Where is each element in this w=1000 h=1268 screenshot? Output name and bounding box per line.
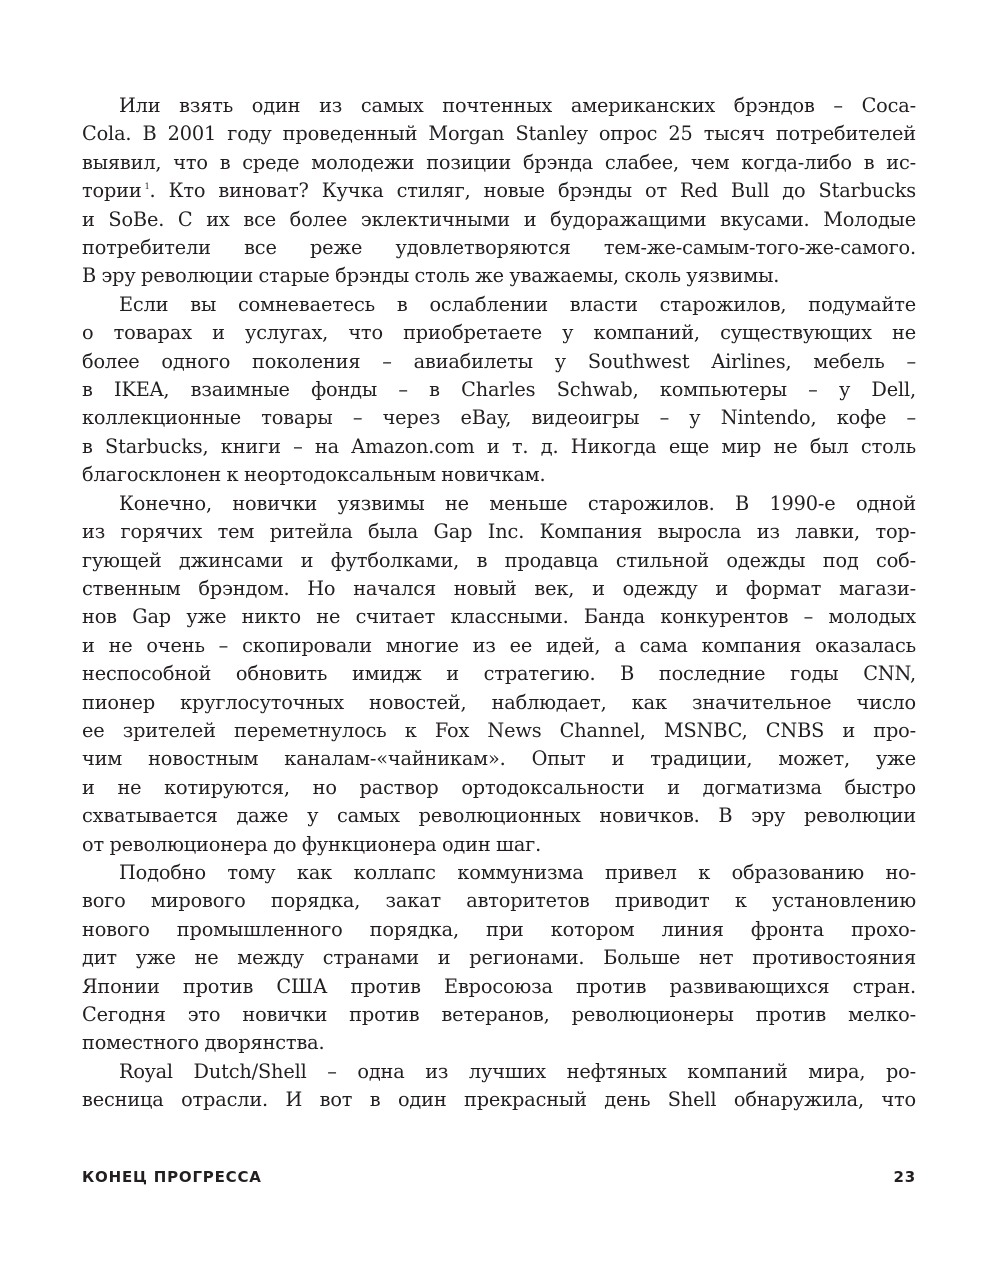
text-line: ее зрителей переметнулось к Fox News Channel, MSNBC, CNBS и про-	[82, 718, 916, 742]
text-fragment: тории	[82, 179, 142, 203]
paragraph-newcomers	[82, 490, 916, 859]
text-line: коллекционные товары – через eBay, видеоигры – у Nintendo, кофе –	[82, 406, 916, 430]
text-line-with-footnote	[82, 177, 916, 205]
text-line: более одного поколения – авиабилеты у Southwest Airlines, мебель –	[82, 349, 916, 373]
page-footer	[82, 1168, 916, 1192]
text-line: и SoBe. С их все более эклектичными и будоражащими вкусами. Молодые	[82, 207, 916, 231]
text-line: и не очень – скопировали многие из ее идей, а сама компания оказалась	[82, 633, 916, 657]
text-line: Сегодня это новички против ветеранов, революционеры против мелко-	[82, 1003, 916, 1026]
text-line: благосклонен к неортодоксальным новичкам.	[82, 463, 546, 487]
text-fragment: . Кто виноват? Кучка стиляг, новые брэнды от Red Bull до Starbucks	[149, 179, 916, 203]
text-line: потребители все реже удовлетворяются тем-же-самым-того-же-самого.	[82, 236, 916, 260]
text-line: Конечно, новички уязвимы не меньше старожилов. В 1990-е одной	[119, 491, 916, 515]
book-page-body	[82, 92, 916, 1115]
text-line: Cola. В 2001 году проведенный Morgan Stanley опрос 25 тысяч потребителей	[82, 122, 916, 146]
text-line: В эру революции старые брэнды столь же уважаемы, сколь уязвимы.	[82, 264, 780, 288]
text-line: гующей джинсами и футболками, в продавца стильной одежды под соб-	[82, 548, 916, 572]
text-line: Или взять один из самых почтенных американских брэндов – Coca-	[119, 94, 916, 117]
text-line: ственным брэндом. Но начался новый век, и одежду и формат магази-	[82, 576, 916, 600]
text-line: Японии против США против Евросоюза против развивающихся стран.	[82, 974, 916, 998]
text-line: вого мирового порядка, закат авторитетов приводит к установлению	[82, 889, 916, 913]
text-line: Подобно тому как коллапс коммунизма привел к образованию но-	[119, 860, 916, 884]
text-line: в Starbucks, книги – на Amazon.com и т. д. Никогда еще мир не был столь	[82, 434, 916, 458]
paragraph-shell	[82, 1058, 916, 1115]
paragraph-coca-cola	[82, 92, 916, 291]
text-line: нов Gap уже никто не считает классными. Банда конкурентов – молодых	[82, 605, 916, 629]
text-line: и не котируются, но раствор ортодоксальности и догматизма быстро	[82, 775, 916, 799]
footnote-marker: 1	[144, 182, 150, 192]
text-line: в IKEA, взаимные фонды – в Charles Schwab, компьютеры – у Dell,	[82, 378, 916, 402]
text-line: поместного дворянства.	[82, 1031, 325, 1055]
page-number: 23	[893, 1168, 916, 1186]
text-line: пионер круглосуточных новостей, наблюдает, как значительное число	[82, 690, 916, 714]
text-line: о товарах и услугах, что приобретаете у компаний, существующих не	[82, 321, 916, 345]
text-line: выявил, что в среде молодежи позиции брэнда слабее, чем когда-либо в ис-	[82, 150, 916, 174]
text-line: из горячих тем ритейла была Gap Inc. Компания выросла из лавки, тор-	[82, 520, 916, 544]
text-line: нового промышленного порядка, при котором линия фронта прохо-	[82, 917, 916, 941]
paragraph-old-brands	[82, 291, 916, 490]
paragraph-new-order	[82, 859, 916, 1058]
text-line: схватывается даже у самых революционных новичков. В эру революции	[82, 804, 916, 828]
text-line: весница отрасли. И вот в один прекрасный день Shell обнаружила, что	[82, 1088, 916, 1112]
text-line: Если вы сомневаетесь в ослаблении власти старожилов, подумайте	[119, 292, 916, 316]
text-line: дит уже не между странами и регионами. Больше нет противостояния	[82, 946, 916, 970]
text-line: от революционера до функционера один шаг.	[82, 832, 542, 856]
text-line: Royal Dutch/Shell – одна из лучших нефтяных компаний мира, ро-	[119, 1059, 916, 1083]
text-line: чим новостным каналам-«чайникам». Опыт и традиции, может, уже	[82, 747, 916, 771]
running-footer-title: КОНЕЦ ПРОГРЕССА	[82, 1168, 262, 1186]
text-line: неспособной обновить имидж и стратегию. В последние годы CNN,	[82, 662, 916, 686]
